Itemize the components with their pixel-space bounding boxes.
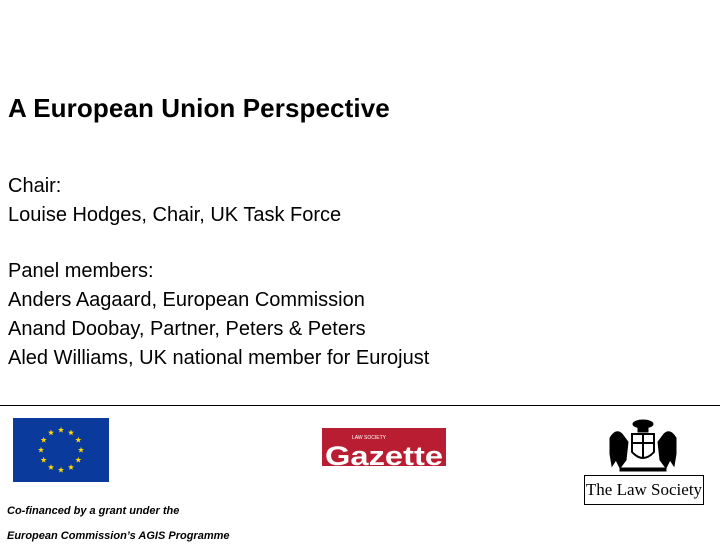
- slide-title: A European Union Perspective: [8, 93, 390, 123]
- gazette-logo: [322, 428, 446, 466]
- gazette-logo-text: Gazette: [325, 441, 443, 466]
- panel-member: Anders Aagaard, European Commission: [8, 289, 365, 311]
- panel-member: Anand Doobay, Partner, Peters & Peters: [8, 318, 366, 340]
- panel-section: [8, 257, 429, 373]
- panel-member: Aled Williams, UK national member for Eurojust: [8, 347, 430, 369]
- cofinanced-line-2: European Commission’s AGIS Programme: [7, 530, 230, 542]
- cofinanced-note: [7, 499, 230, 549]
- cofinanced-line-1: Co-financed by a grant under the: [7, 505, 180, 517]
- chair-heading: Chair:: [8, 175, 62, 197]
- chair-name: Louise Hodges, Chair, UK Task Force: [8, 204, 342, 226]
- footer-divider: [0, 405, 720, 406]
- chair-section: [8, 172, 341, 230]
- eu-flag-icon: [13, 418, 109, 482]
- gazette-logo-small-text: LAW SOCIETY: [352, 435, 386, 441]
- panel-heading: Panel members:: [8, 260, 154, 282]
- law-society-logo-text: The Law Society: [584, 475, 704, 505]
